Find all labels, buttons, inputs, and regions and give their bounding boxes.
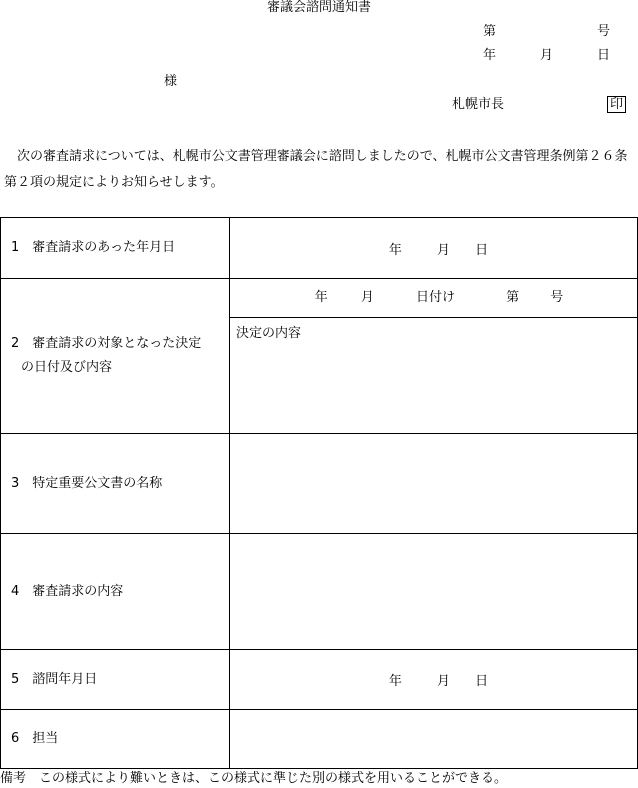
row3-value [230,434,638,534]
notice-paragraph: 次の審査請求については、札幌市公文書管理審議会に諮問しましたので、札幌市公文書管理条例第２６条第２項の規定によりお知らせします。 [4,149,628,190]
row6-label: 6 担当 [1,710,230,769]
row2-year: 年 [314,290,328,305]
row2-content-area [230,318,637,424]
row2-label-line2: の日付及び内容 [21,360,113,375]
table-row [1,279,638,434]
addressee-suffix: 様 [164,74,178,89]
row3-label: 3 特定重要公文書の名称 [1,434,230,534]
date-year: 年 [483,48,497,63]
row2-content-label: 決定の内容 [236,326,302,341]
table-row [1,534,638,650]
row6-value [230,710,638,769]
row2-date-line [230,279,637,318]
row4-value [230,534,638,650]
row5-value [230,650,638,710]
row5-day: 日 [475,674,489,689]
row2-number-prefix: 第 [506,290,520,305]
number-prefix: 第 [483,24,497,39]
footer-note: 備考 この様式により難いときは、この様式に準じた別の様式を用いることができる。 [0,771,508,786]
row5-year: 年 [388,674,402,689]
row1-value [230,218,638,279]
date-day: 日 [597,48,611,63]
notice-form-table [0,217,638,769]
number-suffix: 号 [597,24,611,39]
row2-label-line1: 2 審査請求の対象となった決定 [11,336,202,351]
document-title: 審議会諮問通知書 [266,0,371,15]
row5-month: 月 [436,674,450,689]
table-row [1,650,638,710]
row2-value [230,279,638,434]
row2-label [1,279,230,434]
row1-year: 年 [388,242,402,258]
row2-number-suffix: 号 [550,290,564,305]
table-row [1,218,638,279]
row1-label: 1 審査請求のあった年月日 [1,218,230,279]
table-row [1,434,638,534]
row4-label: 4 審査請求の内容 [1,534,230,650]
row1-day: 日 [475,242,489,258]
date-month: 月 [540,48,554,63]
table-row [1,710,638,769]
issuer-name: 札幌市長 [452,97,505,112]
seal-mark: 印 [607,96,626,113]
row2-month: 月 [360,290,374,305]
row1-month: 月 [436,242,450,258]
row5-label: 5 諮問年月日 [1,650,230,710]
row2-day: 日付け [415,290,455,305]
